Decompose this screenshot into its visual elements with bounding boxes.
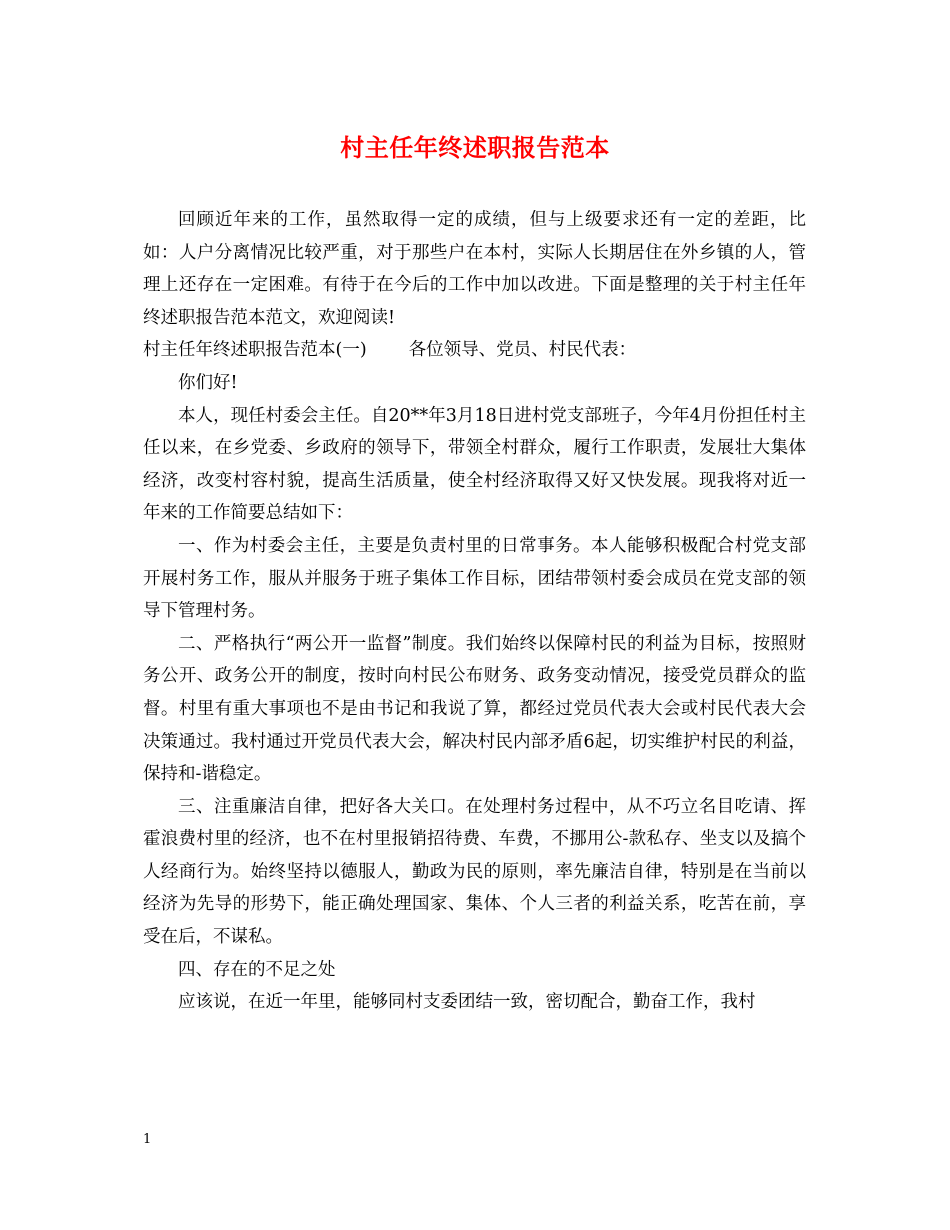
page-number: 1 bbox=[143, 1132, 152, 1147]
document-title: 村主任年终述职报告范本 bbox=[340, 133, 610, 162]
intro-paragraph: 回顾近年来的工作，虽然取得一定的成绩，但与上级要求还有一定的差距，比如：人户分离情况比较严重，对于那些户在本村，实际人长期居住在外乡镇的人，管理上还存在一定困难。有待于在今后的工作中加以改进。下面是整理的关于村主任年终述职报告范本范文，欢迎阅读! bbox=[143, 210, 806, 328]
body-paragraph: 二、严格执行“两公开一监督”制度。我们始终以保障村民的利益为目标，按照财务公开、政务公开的制度，按时向村民公布财务、政务变动情况，接受党员群众的监督。村里有重大事项也不是由书记和我说了算，都经过党员代表大会或村民代表大会决策通过。我村通过开党员代表大会，解决村民内部矛盾6起，切实维护村民的利益，保持和-谐稳定。 bbox=[143, 633, 806, 785]
salutation: 各位领导、党员、村民代表： bbox=[408, 340, 637, 361]
document-body bbox=[143, 204, 806, 1019]
body-paragraph: 应该说，在近一年里，能够同村支委团结一致，密切配合，勤奋工作，我村 bbox=[178, 992, 756, 1013]
body-paragraph: 本人，现任村委会主任。自20**年3月18日进村党支部班子，今年4月份担任村主任以来，在乡党委、乡政府的领导下，带领全村群众，履行工作职责，发展壮大集体经济，改变村容村貌，提高生活质量，使全村经济取得又好又快发展。现我将对近一年来的工作简要总结如下： bbox=[143, 405, 806, 524]
subsection-heading: 四、存在的不足之处 bbox=[178, 959, 336, 980]
section-heading-line bbox=[143, 334, 806, 367]
body-paragraph: 三、注重廉洁自律，把好各大关口。在处理村务过程中，从不巧立名目吃请、挥霍浪费村里的经济，也不在村里报销招待费、车费，不挪用公-款私存、坐支以及搞个人经商行为。始终坚持以德服人，勤政为民的原则，率先廉洁自律，特别是在当前以经济为先导的形势下，能正确处理国家、集体、个人三者的利益关系，吃苦在前，享受在后，不谋私。 bbox=[143, 796, 806, 948]
body-paragraph: 一、作为村委会主任，主要是负责村里的日常事务。本人能够积极配合村党支部开展村务工作，服从并服务于班子集体工作目标，团结带领村委会成员在党支部的领导下管理村务。 bbox=[143, 535, 806, 622]
greeting: 你们好! bbox=[178, 372, 238, 393]
section-heading: 村主任年终述职报告范本(一) bbox=[143, 340, 367, 361]
